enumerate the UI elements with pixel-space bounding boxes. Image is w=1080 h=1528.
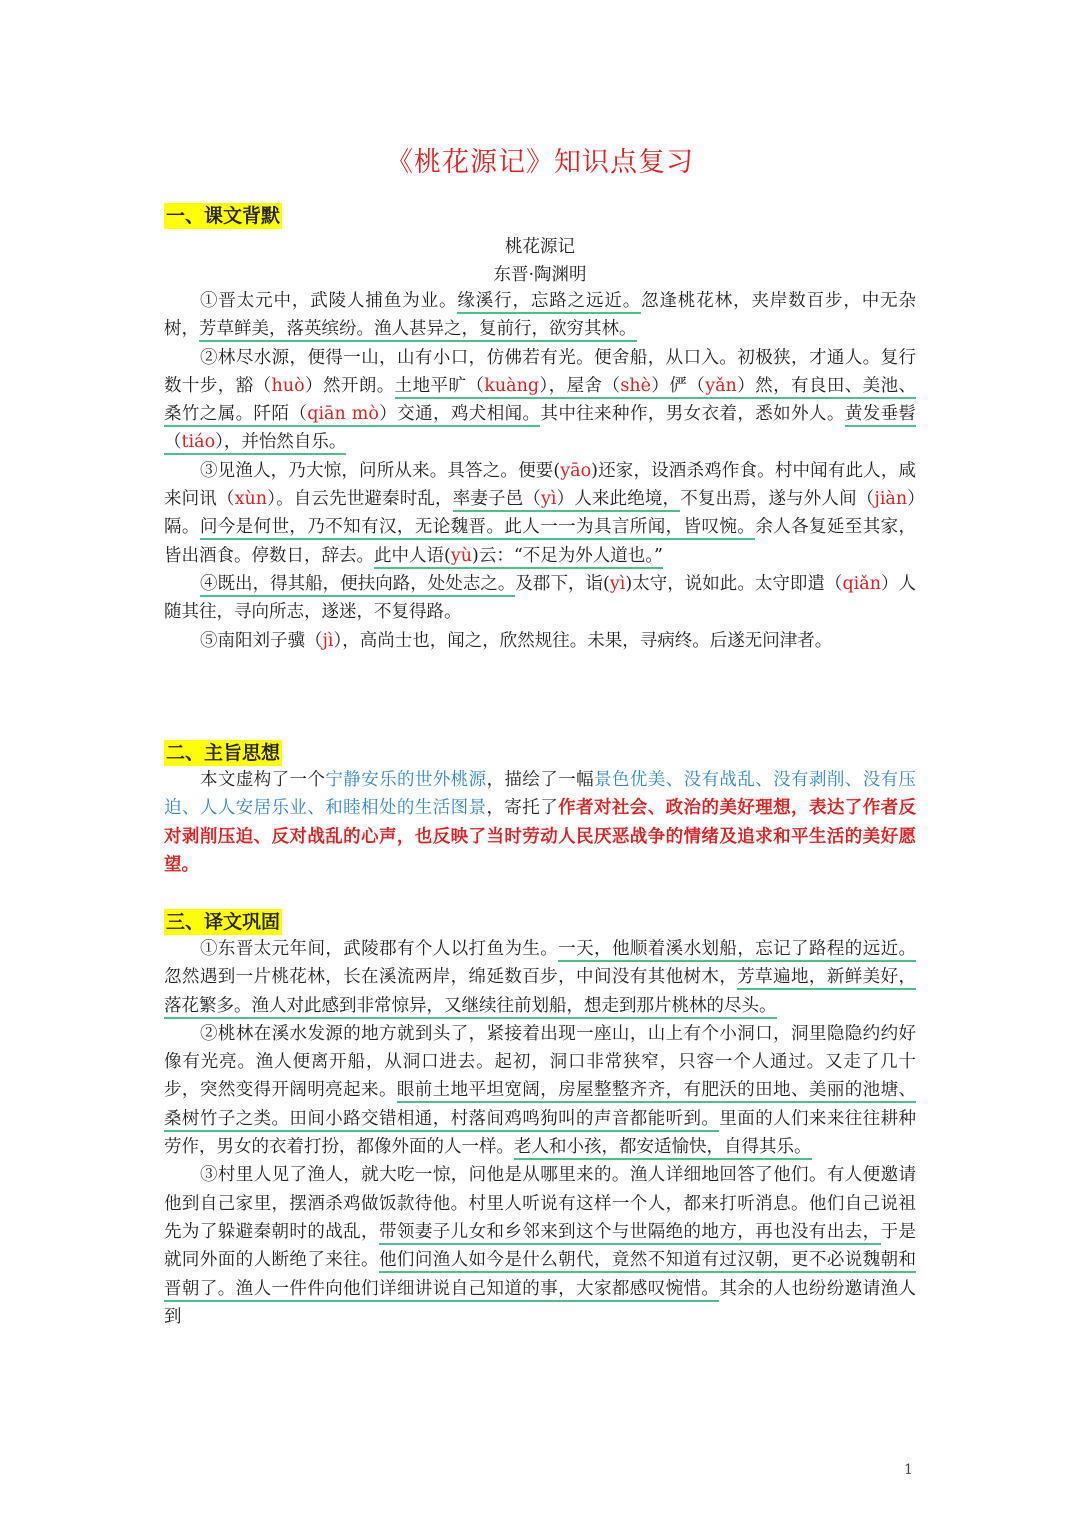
underlined-key-sentence: ），并怡然自乐。 <box>215 432 346 455</box>
text-run: ③村里人见了渔人，就大吃一惊，问他是从哪里来的。渔人详细地回答了他们。有人便邀请他到自己家里，摆酒杀鸡做饭款待他。村里人听说有这样一个人，都来打听消息。他们自己说祖先为了躲避秦朝时的战乱， <box>164 1165 916 1242</box>
underlined-key-sentence: 土地平旷（ <box>395 376 485 399</box>
text-run: ）。自云先世避秦时乱， <box>267 489 453 510</box>
text-run: ，寄托了 <box>486 798 559 819</box>
underlined-key-sentence: 带领妻子儿女和乡邻来到这个与世隔绝的地方，再也没有出去， <box>379 1222 881 1245</box>
text-run: ）隔。 <box>164 489 917 538</box>
text-run: 里面的人们来来往往耕种劳作，男女的衣着打扮，都像外面的人一样。 <box>164 1108 917 1158</box>
text-run: ）然开朗。 <box>304 375 395 396</box>
underlined-key-sentence: 黄发垂髫（ <box>164 404 916 455</box>
underlined-key-sentence: ）交通，鸡犬相闻。 <box>379 404 541 427</box>
poem-author: 东晋·陶渊明 <box>493 265 587 285</box>
text-run: ①晋太元中，武陵人捕鱼为业。 <box>200 291 458 311</box>
text-run: 其余的人也纷纷邀请渔人到 <box>164 1278 917 1327</box>
underlined-key-sentence: 渔人对此感到非常惊异，又继续往前划船，想走到那片桃林的尽头。 <box>252 996 777 1019</box>
underlined-key-sentence: 老人和小孩，都安适愉快，自得其乐。 <box>514 1137 812 1160</box>
pinyin-annotation: yǎn <box>705 376 737 399</box>
text-run: 不复出焉，遂与外人间（ <box>680 489 875 510</box>
key-statement: 作者对社会、政治的美好理想，表达了作者反对剥削压迫、反对战乱的心声，也反映了当时劳动人民厌恶战争的情绪及追求和平生活的美好愿望。 <box>164 798 917 875</box>
text-run: ②桃林在溪水发源的地方就到头了，紧接着出现一座山，山上有个小洞口，洞里隐隐约约好像有光亮。渔人便离开船，从洞口进去。起初，洞口非常狭窄，只容一个人通过。又走了几十步，突然变得开阔明亮起来。 <box>164 1023 916 1101</box>
text-run: 其中往来种作，男女衣着，悉如外人。 <box>540 404 845 425</box>
pinyin-annotation: xùn <box>234 489 268 510</box>
pinyin-annotation: jiàn <box>874 489 908 510</box>
paragraph <box>164 627 916 655</box>
text-run: ②林尽水源，便得一山，山有小口，仿佛若有光。便舍船，从口入。初极狭，才通人。复行数十步，豁（ <box>164 347 916 396</box>
key-phrase: 宁静安乐的世外桃源 <box>325 770 487 790</box>
underlined-key-sentence: ）人来此绝境， <box>556 489 680 512</box>
pinyin-annotation: yì <box>541 489 556 512</box>
text-run: 余人各复延至其家，皆出酒食。停数日，辞去。 <box>164 517 917 566</box>
text-run: 本文虚构了一个 <box>200 770 326 790</box>
poem-title: 桃花源记 <box>505 237 575 257</box>
pinyin-annotation: huò <box>271 375 305 396</box>
theme-text-block <box>164 766 916 879</box>
text-run: 忽然遇到一片桃花林，长在溪流两岸，绵延数百步，中间没有其他树木， <box>164 967 738 988</box>
underlined-key-sentence: 眼前土地平坦宽阔，房屋整整齐齐，有肥沃的田地、美丽的池塘、桑树竹子之类。田间小路交错相通，村落间鸡鸣狗叫的声音都能听到。 <box>164 1080 916 1131</box>
underlined-key-sentence: 问今是何世，乃不知有汉，无论魏晋。此人一一为具言所闻，皆叹惋。 <box>200 517 755 540</box>
paragraph <box>164 766 916 879</box>
paragraph <box>164 935 916 1020</box>
text-run: 忽逢桃花林，夹岸数百步，中无杂树， <box>164 291 917 340</box>
text-run: ）人随其往，寻向所志，遂迷，不复得路。 <box>164 573 917 623</box>
underlined-key-sentence: 阡陌（ <box>254 404 308 427</box>
underlined-key-sentence: ），屋舍（ <box>539 376 620 399</box>
underlined-key-sentence: 率妻子邑（ <box>453 489 541 512</box>
pinyin-annotation: shè <box>620 376 651 399</box>
section-heading-translation: 三、译文巩固 <box>166 911 281 933</box>
original-text-block <box>164 287 916 655</box>
section-heading-recitation: 一、课文背默 <box>166 205 281 227</box>
page-number: 1 <box>904 1462 913 1478</box>
underlined-key-sentence: 芳草遍地，新鲜美好，落花繁多。 <box>164 967 916 1018</box>
pinyin-annotation: jì <box>322 630 334 651</box>
underlined-key-sentence: ）俨（ <box>651 376 705 399</box>
pinyin-annotation: yì <box>609 573 626 594</box>
translation-text-block <box>164 935 916 1331</box>
underlined-key-sentence: ）然，有良田、美池、桑竹之属。 <box>164 376 916 427</box>
text-run: ，描绘了一幅 <box>486 770 595 790</box>
paragraph <box>164 570 916 627</box>
paragraph <box>164 287 916 344</box>
pinyin-annotation: kuàng <box>484 376 539 399</box>
pinyin-annotation: qiǎn <box>842 573 881 594</box>
pinyin-annotation: yāo <box>560 460 592 481</box>
pinyin-annotation: yù <box>451 546 472 569</box>
paragraph <box>164 1161 916 1331</box>
underlined-key-sentence: 缘溪行，忘路之远近。 <box>457 291 641 314</box>
underlined-key-sentence: 此中人语( <box>374 546 451 569</box>
text-run: 及郡下，诣( <box>515 573 610 594</box>
text-run: ①东晋太元年间，武陵郡有个人以打鱼为生。 <box>200 939 559 959</box>
text-run: 于是就同外面的人断绝了来往。 <box>164 1221 917 1271</box>
text-run: ⑤南阳刘子骥（ <box>200 630 323 651</box>
underlined-key-sentence: 芳草鲜美，落英缤纷。 <box>199 319 374 342</box>
underlined-key-sentence: )云：“不足为外人道也。” <box>472 546 663 569</box>
pinyin-annotation: qiān mò <box>307 404 379 427</box>
underlined-key-sentence: 渔人甚异之，复前行，欲穷其林。 <box>374 319 637 342</box>
paragraph <box>164 457 916 570</box>
key-phrase: 景色优美、没有战乱、没有剥削、没有压迫、人人安居乐业、和睦相处的生活图景 <box>164 770 917 819</box>
section-heading-theme: 二、主旨思想 <box>166 742 281 764</box>
text-run: )还家，设酒杀鸡作食。村中闻有此人，咸来问讯（ <box>164 460 917 510</box>
text-run: )太守，说如此。太守即遣（ <box>625 573 843 594</box>
text-run: ），高尚士也，闻之，欣然规往。未果，寻病终。后遂无问津者。 <box>333 630 833 651</box>
paragraph <box>164 1020 916 1161</box>
pinyin-annotation: tiáo <box>182 432 216 455</box>
underlined-key-sentence: ④既出，得其船，便扶向路，处处志之。 <box>200 574 515 597</box>
document-title: 《桃花源记》知识点复习 <box>386 147 694 178</box>
underlined-key-sentence: 他们问渔人如今是什么朝代，竟然不知道有过汉朝，更不必说魏朝和晋朝了。渔人一件件向他们详细讲说自己知道的事，大家都感叹惋惜。 <box>164 1250 916 1301</box>
underlined-key-sentence: 一天，他顺着溪水划船，忘记了路程的远近。 <box>558 939 916 962</box>
text-run: ③见渔人，乃大惊，问所从来。具答之。便要( <box>200 460 561 481</box>
paragraph <box>164 344 916 457</box>
